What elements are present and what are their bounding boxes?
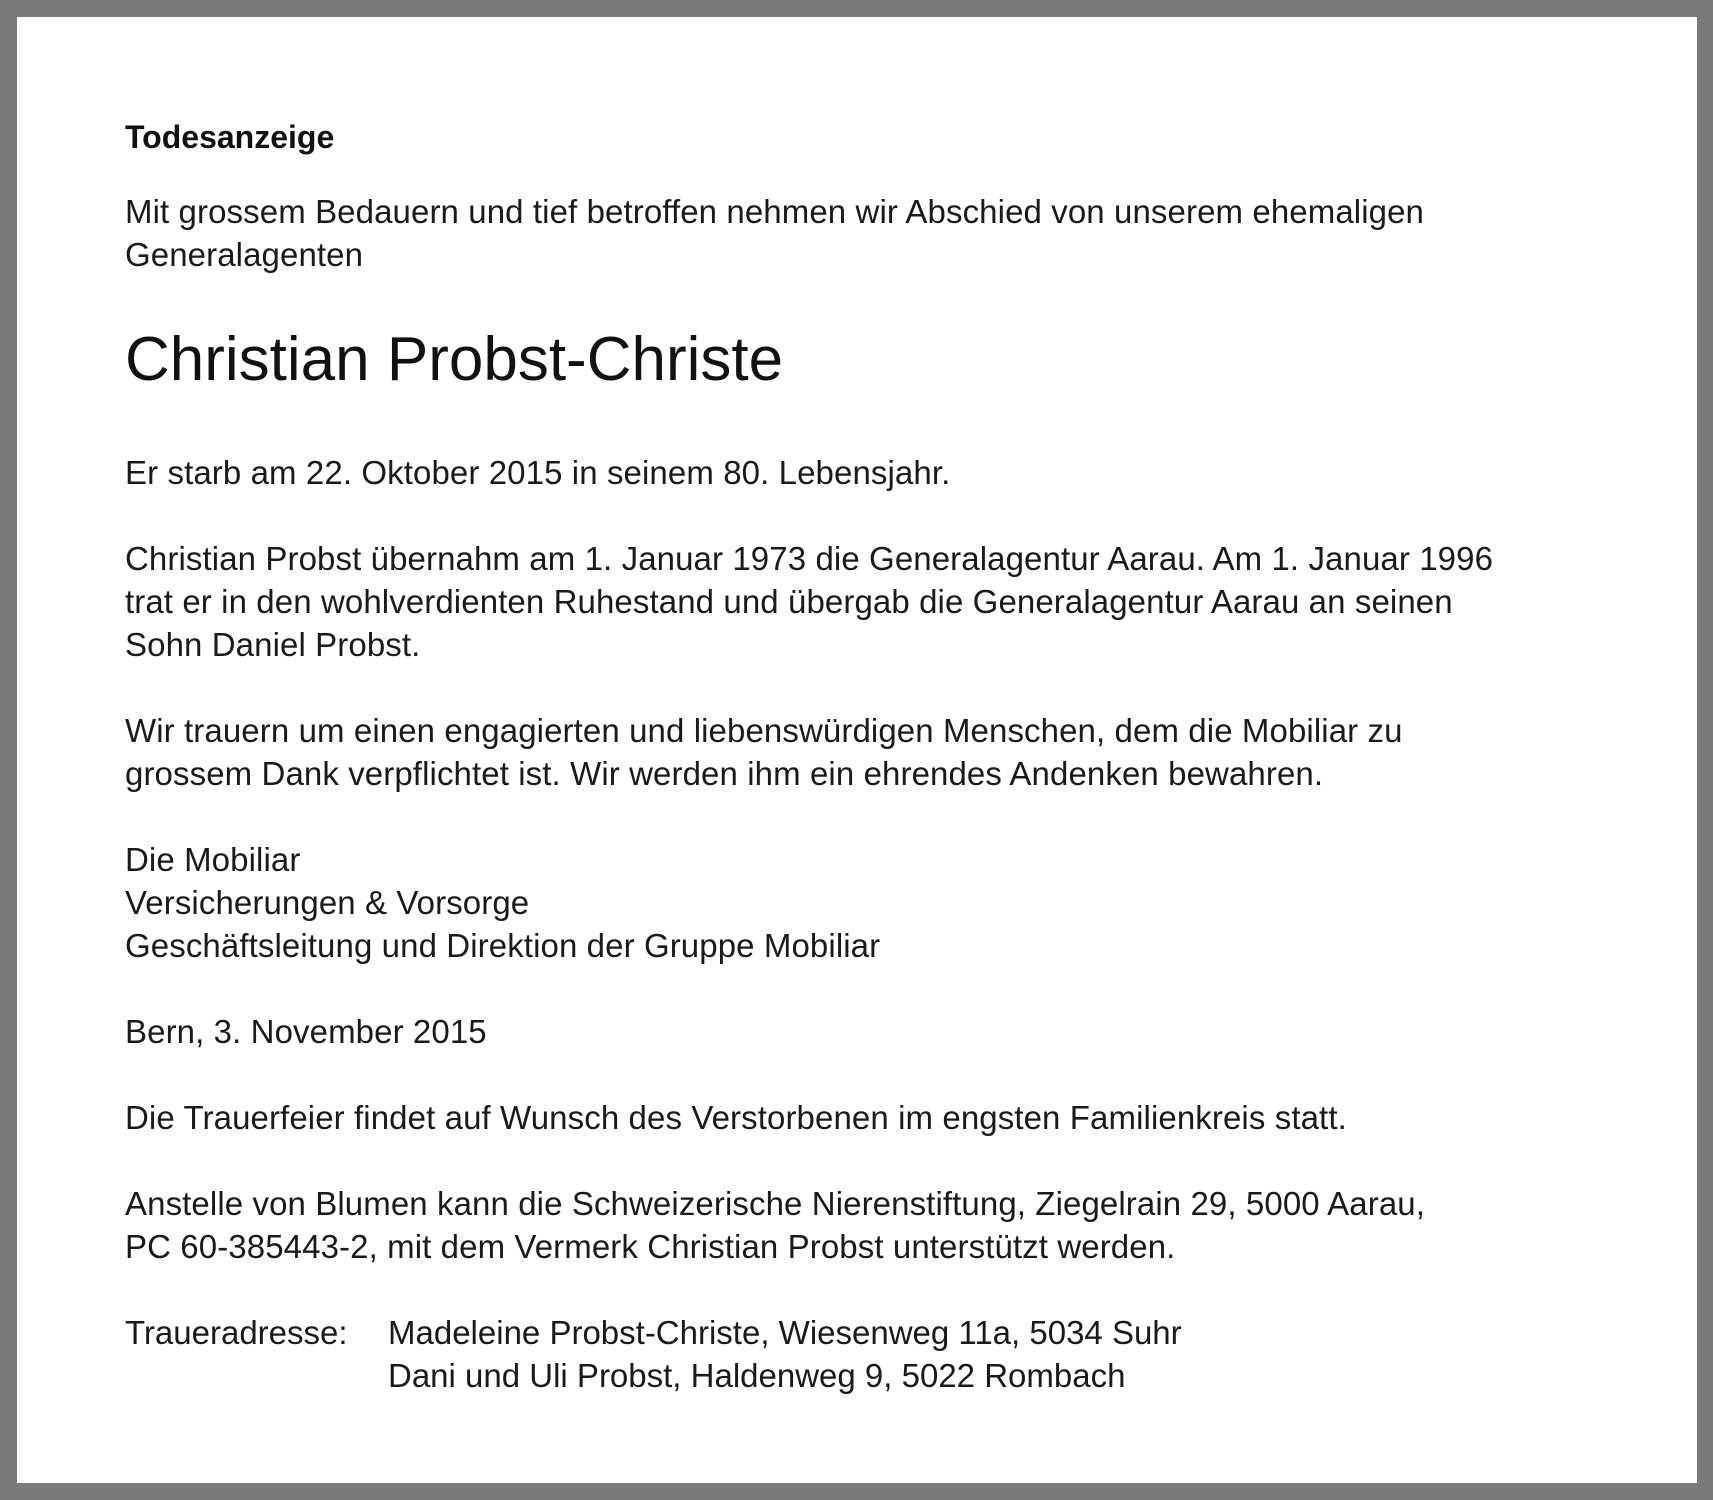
- mourning-address-label: Traueradresse:: [125, 1314, 348, 1351]
- career-line: Christian Probst übernahm am 1. Januar 1973 die Generalagentur Aarau. Am 1. Januar 1996: [125, 540, 1494, 577]
- signature-line: Die Mobiliar: [125, 841, 301, 878]
- signature-line: Versicherungen & Vorsorge: [125, 884, 530, 921]
- mourning-address-line: Madeleine Probst-Christe, Wiesenweg 11a, 5034 Suhr: [388, 1314, 1182, 1351]
- intro-paragraph: [125, 190, 1587, 276]
- signature-line: Geschäftsleitung und Direktion der Gruppe Mobiliar: [125, 927, 881, 964]
- obituary-page: [17, 17, 1697, 1483]
- mourning-address: [125, 1311, 1587, 1397]
- grief-line: Wir trauern um einen engagierten und liebenswürdigen Menschen, dem die Mobiliar zu: [125, 712, 1403, 749]
- career-line: Sohn Daniel Probst.: [125, 626, 421, 663]
- career-line: trat er in den wohlverdienten Ruhestand und übergab die Generalagentur Aarau an seinen: [125, 583, 1453, 620]
- place-date: Bern, 3. November 2015: [125, 1013, 487, 1050]
- grief-line: grossem Dank verpflichtet ist. Wir werden ihm ein ehrendes Andenken bewahren.: [125, 755, 1324, 792]
- donation-line: PC 60-385443-2, mit dem Vermerk Christian Probst unterstützt werden.: [125, 1228, 1176, 1265]
- obituary-heading: Todesanzeige: [125, 119, 335, 155]
- donation-line: Anstelle von Blumen kann die Schweizerische Nierenstiftung, Ziegelrain 29, 5000 Aarau,: [125, 1185, 1426, 1222]
- mourning-address-lines: [388, 1311, 1182, 1397]
- intro-line: Generalagenten: [125, 236, 364, 273]
- funeral-notice: Die Trauerfeier findet auf Wunsch des Verstorbenen im engsten Familienkreis statt.: [125, 1099, 1347, 1136]
- donation-paragraph: [125, 1182, 1587, 1268]
- career-paragraph: [125, 537, 1587, 666]
- grief-paragraph: [125, 709, 1587, 795]
- signature-block: [125, 838, 1587, 967]
- death-notice: Er starb am 22. Oktober 2015 in seinem 80. Lebensjahr.: [125, 454, 951, 491]
- intro-line: Mit grossem Bedauern und tief betroffen nehmen wir Abschied von unserem ehemaligen: [125, 193, 1425, 230]
- deceased-name: Christian Probst-Christe: [125, 325, 784, 394]
- mourning-address-line: Dani und Uli Probst, Haldenweg 9, 5022 Rombach: [388, 1357, 1126, 1394]
